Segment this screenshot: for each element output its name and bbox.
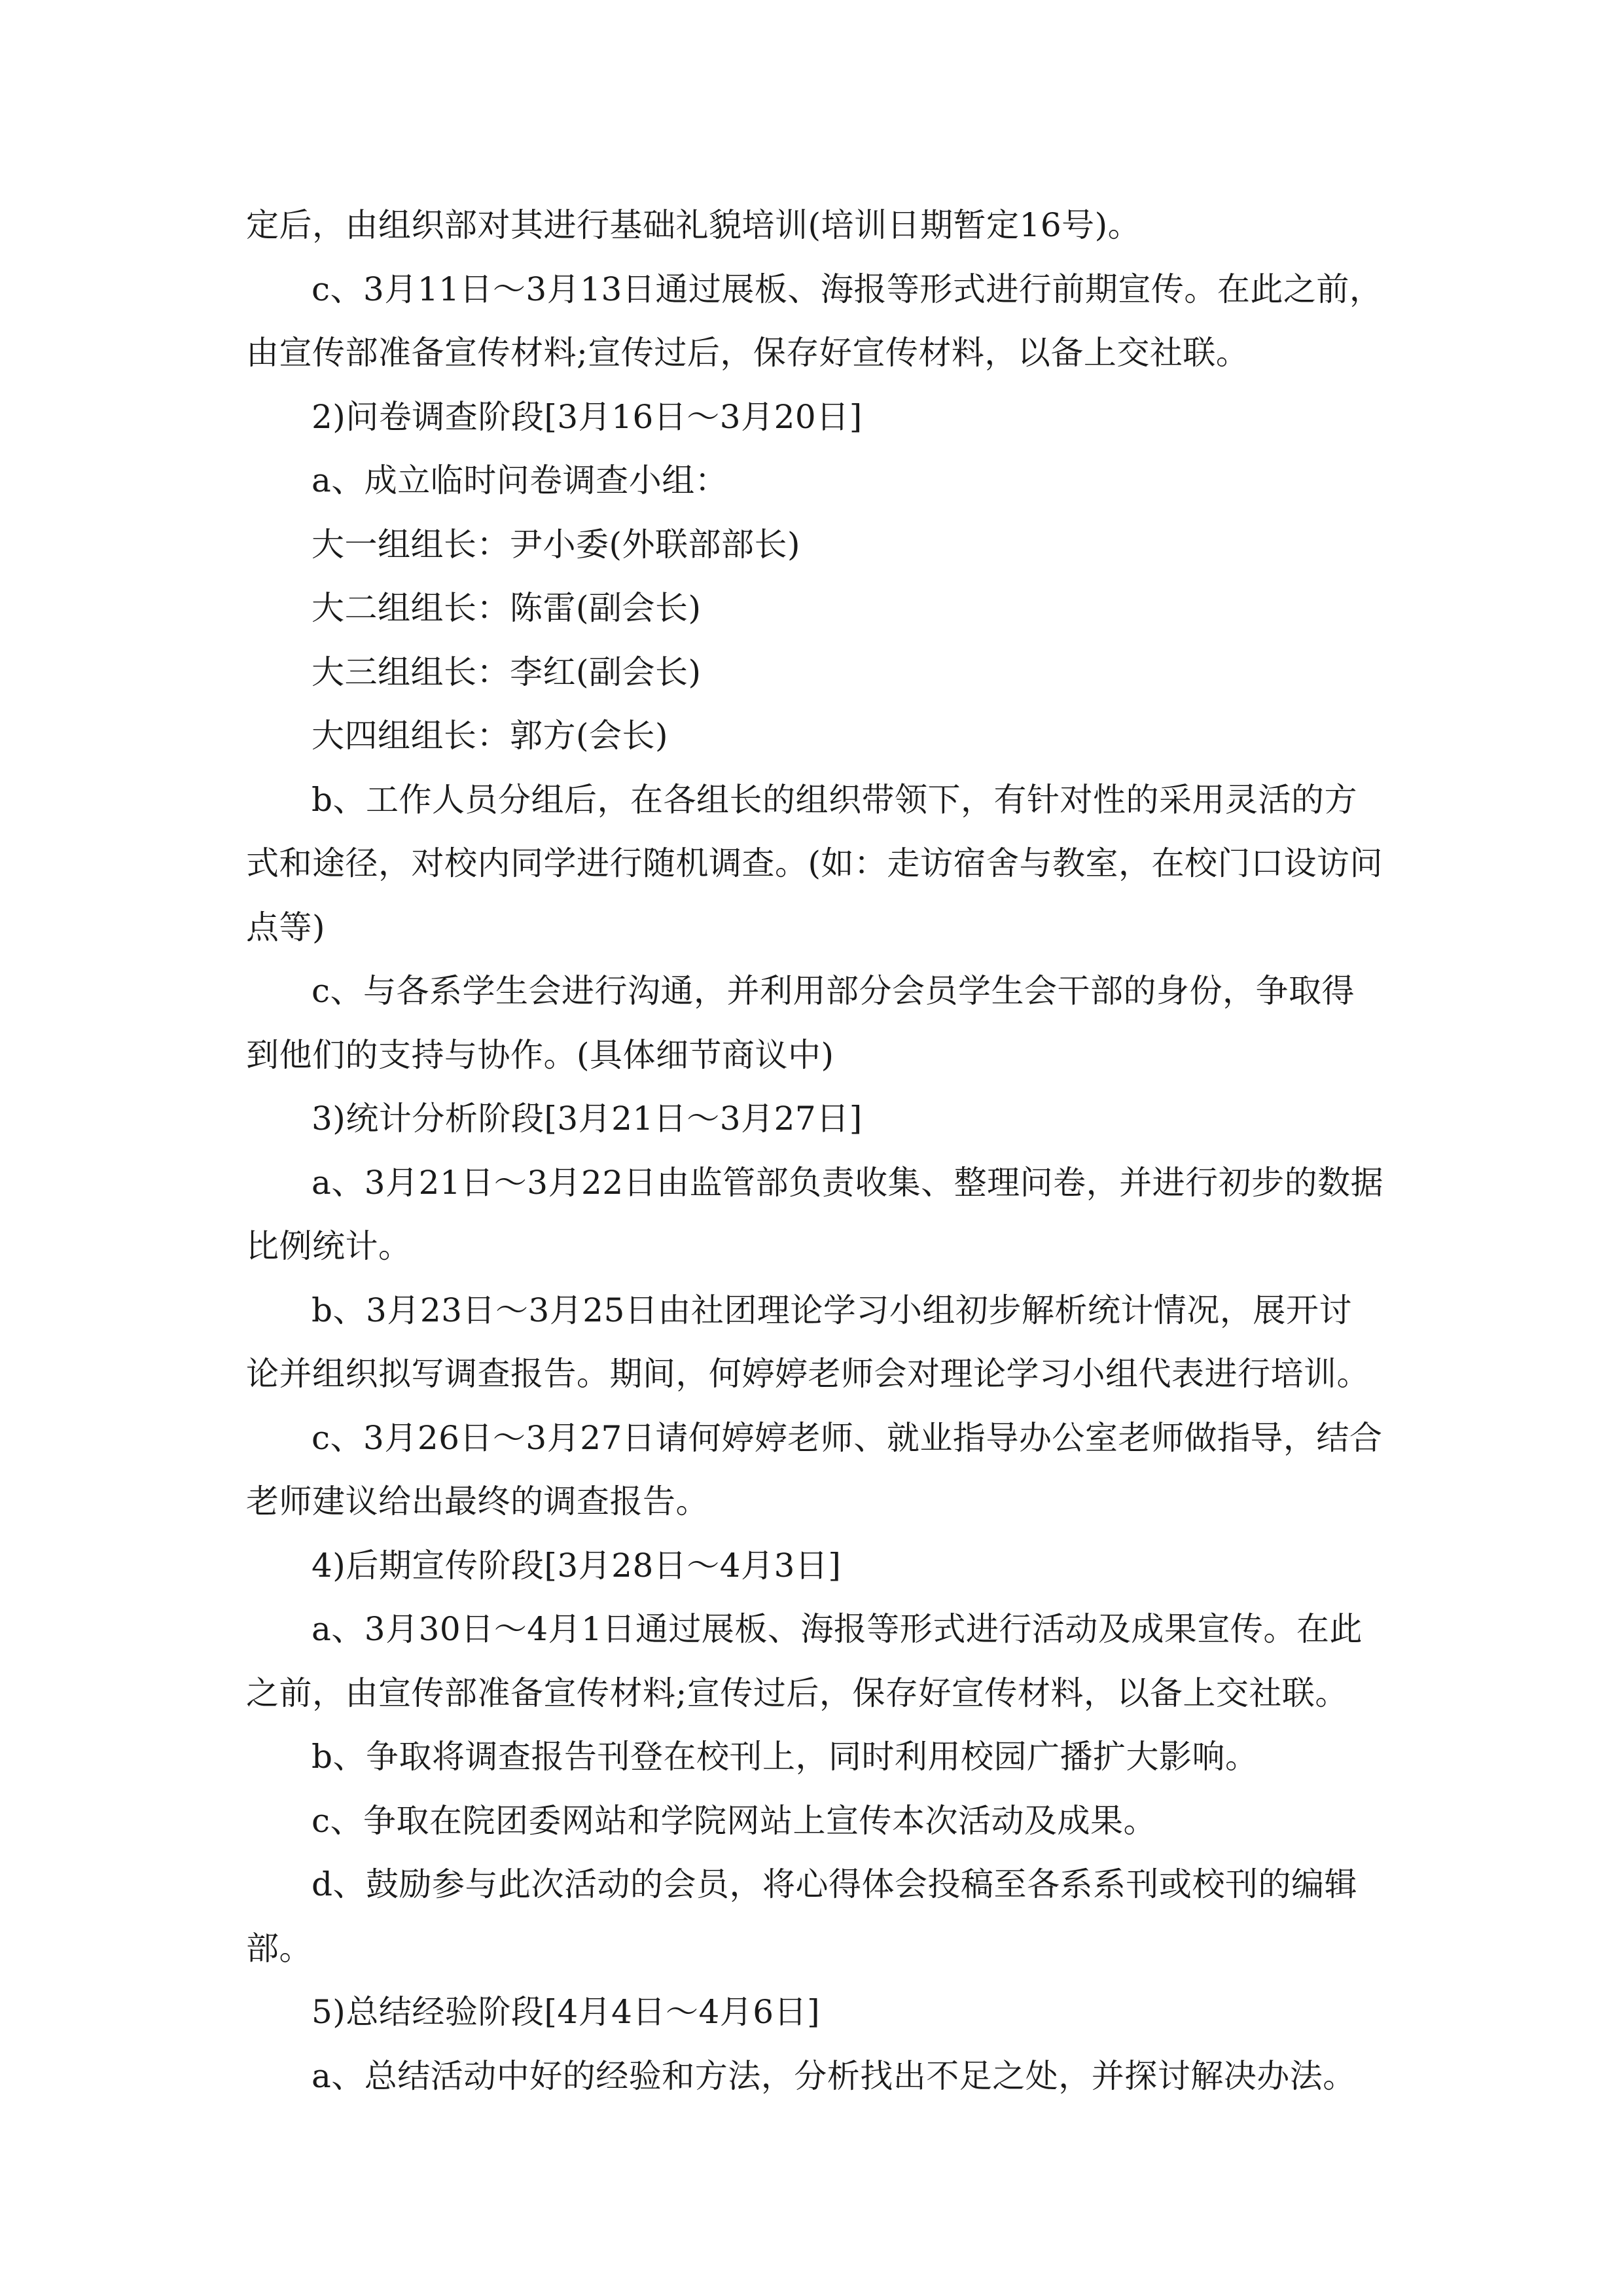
- document-body: [246, 194, 1385, 2108]
- paragraph: c、3月11日～3月13日通过展板、海报等形式进行前期宣传。在此之前，由宣传部准备宣传材料;宣传过后，保存好宣传材料，以备上交社联。: [246, 270, 1383, 372]
- paragraph: 定后，由组织部对其进行基础礼貌培训(培训日期暂定16号)。: [246, 206, 1141, 244]
- paragraph: c、争取在院团委网站和学院网站上宣传本次活动及成果。: [312, 1801, 1157, 1840]
- paragraph: d、鼓励参与此次活动的会员，将心得体会投稿至各系系刊或校刊的编辑部。: [246, 1865, 1358, 1967]
- paragraph: 大一组组长：尹小委(外联部部长): [312, 525, 801, 564]
- paragraph: a、3月30日～4月1日通过展板、海报等形式进行活动及成果宣传。在此之前，由宣传部准备宣传材料;宣传过后，保存好宣传材料，以备上交社联。: [246, 1610, 1363, 1712]
- paragraph: 大三组组长：李红(副会长): [312, 653, 702, 691]
- paragraph: a、3月21日～3月22日由监管部负责收集、整理问卷，并进行初步的数据比例统计。: [246, 1163, 1384, 1265]
- paragraph: 3)统计分析阶段[3月21日～3月27日]: [312, 1100, 863, 1138]
- paragraph: c、与各系学生会进行沟通，并利用部分会员学生会干部的身份，争取得到他们的支持与协作。(具体细节商议中): [246, 972, 1355, 1074]
- paragraph: c、3月26日～3月27日请何婷婷老师、就业指导办公室老师做指导，结合老师建议给出最终的调查报告。: [246, 1418, 1383, 1520]
- paragraph: b、工作人员分组后，在各组长的组织带领下，有针对性的采用灵活的方式和途径，对校内同学进行随机调查。(如：走访宿舍与教室，在校门口设访问点等): [246, 780, 1383, 946]
- paragraph: 4)后期宣传阶段[3月28日～4月3日]: [312, 1546, 842, 1585]
- paragraph: 大二组组长：陈雷(副会长): [312, 589, 702, 627]
- paragraph: b、3月23日～3月25日由社团理论学习小组初步解析统计情况，展开讨论并组织拟写调查报告。期间，何婷婷老师会对理论学习小组代表进行培训。: [246, 1291, 1370, 1393]
- paragraph: b、争取将调查报告刊登在校刊上，同时利用校园广播扩大影响。: [312, 1738, 1258, 1776]
- paragraph: a、总结活动中好的经验和方法，分析找出不足之处，并探讨解决办法。: [312, 2056, 1356, 2095]
- paragraph: 大四组组长：郭方(会长): [312, 717, 669, 755]
- paragraph: 5)总结经验阶段[4月4日～4月6日]: [312, 1993, 821, 2031]
- paragraph: 2)问卷调查阶段[3月16日～3月20日]: [312, 397, 863, 436]
- paragraph: a、成立临时问卷调查小组：: [312, 461, 728, 499]
